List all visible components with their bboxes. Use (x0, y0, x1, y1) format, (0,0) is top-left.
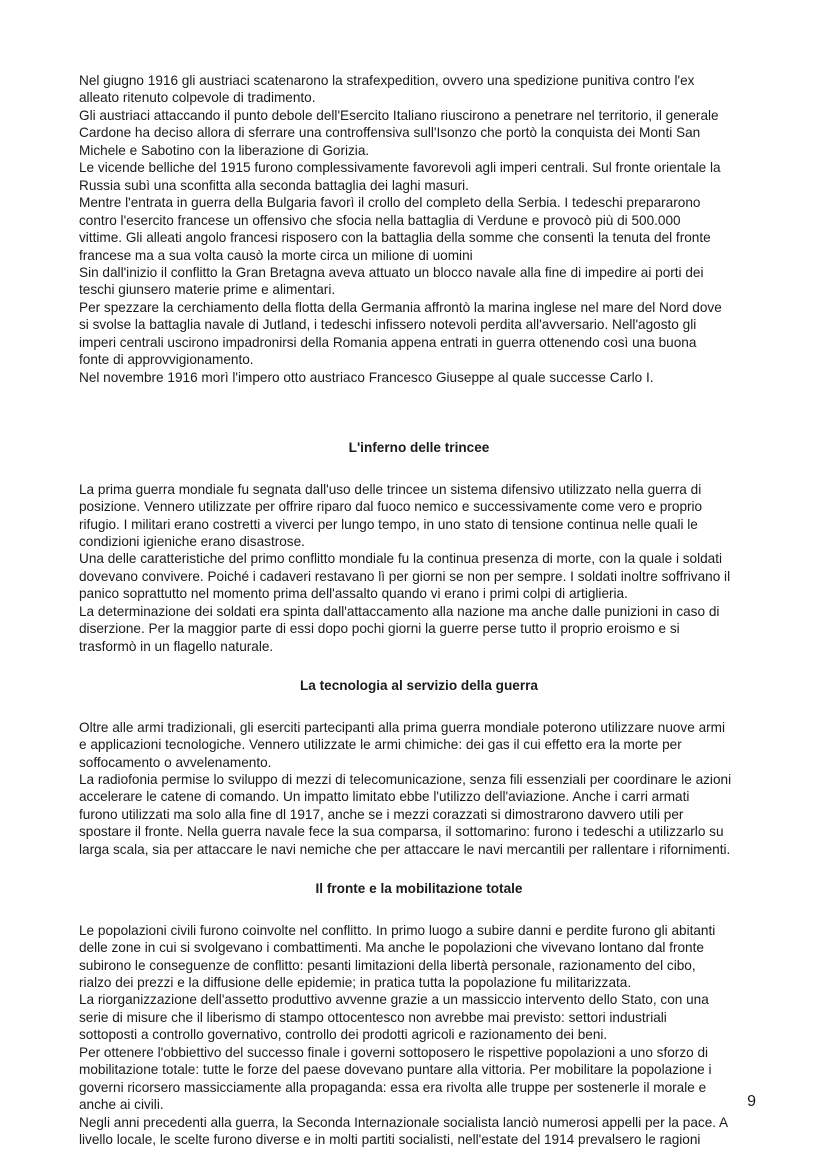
text-line: condizioni igieniche erano disastrose. (79, 533, 305, 549)
text-line: diserzione. Per la maggior parte di essi dopo pochi giorni la guerre perse tutto il proprio eroismo e si (79, 621, 680, 637)
text-line: delle zone in cui si svolgevano i combattimenti. Ma anche le popolazioni che vivevano lontano dal fronte (79, 940, 704, 956)
text-line: Negli anni precedenti alla guerra, la Seconda Internazionale socialista lanciò numerosi appelli per la pace. A (79, 1114, 729, 1130)
text-line: rialzo dei prezzi e la diffusione delle epidemie; in pratica tutta la popolazione fu militarizzata. (79, 975, 632, 991)
text-line: Michele e Sabotino con la liberazione di Gorizia. (79, 142, 370, 158)
text-line: Sin dall'inizio il conflitto la Gran Bretagna aveva attuato un blocco navale alla fine di impedire ai porti dei (79, 264, 704, 280)
text-line: Le popolazioni civili furono coinvolte nel conflitto. In primo luogo a subire danni e perdite furono gli abitanti (79, 922, 716, 938)
text-line: Gli austriaci attaccando il punto debole dell'Esercito Italiano riuscirono a penetrare nel territorio, il generale (79, 107, 719, 123)
text-line: Nel giugno 1916 gli austriaci scatenarono la strafexpedition, ovvero una spedizione punitiva contro l'ex (79, 73, 695, 88)
text-line: sottoposti a controllo governativo, controllo dei prodotti agricoli e razionamento dei beni. (79, 1027, 608, 1043)
text-line: Oltre alle armi tradizionali, gli eserciti partecipanti alla prima guerra mondiale poterono utilizzare nuove armi (79, 719, 726, 735)
text-line: La radiofonia permise lo sviluppo di mezzi di telecomunicazione, senza fili essenziali per coordinare le azioni (79, 771, 732, 787)
intro-paragraphs (79, 72, 759, 386)
text-line: alleato ritenuto colpevole di tradimento. (79, 90, 316, 106)
section-heading-trincee: L'inferno delle trincee (348, 440, 490, 456)
section-body-trincee (79, 481, 759, 656)
text-line: spostare il fronte. Nella guerra navale fece la sua comparsa, il sottomarino: furono i tedeschi a utilizzarlo su (79, 824, 724, 840)
text-line: e applicazioni tecnologiche. Vennero utilizzate le armi chimiche: dei gas il cui effetto era la morte per (79, 737, 682, 753)
text-line: Cardone ha deciso allora di sferrare una controffensiva sull'Isonzo che portò la conquista dei Monti San (79, 125, 701, 141)
text-line: governi ricorsero massicciamente alla propaganda: essa era rivolta alle truppe per sostenerle il morale e (79, 1079, 707, 1095)
text-line: rifugio. I militari erano costretti a viverci per lungo tempo, in uno stato di tensione continua nelle quali le (79, 516, 698, 532)
text-line: francese ma a sua volta causò la morte circa un milione di uomini (79, 247, 473, 263)
text-line: Russia subì una sconfitta alla seconda battaglia dei laghi masuri. (79, 177, 469, 193)
text-line: vittime. Gli alleati angolo francesi risposero con la battaglia della somme che consentì la tenuta del fronte (79, 230, 711, 246)
text-line: fonte di approvvigionamento. (79, 352, 254, 368)
text-line: La determinazione dei soldati era spinta dall'attaccamento alla nazione ma anche dalle punizioni in caso di (79, 603, 720, 619)
text-line: La prima guerra mondiale fu segnata dall'uso delle trincee un sistema difensivo utilizzato nella guerra di (79, 481, 702, 497)
text-line: teschi giunsero materie prime e alimentari. (79, 282, 336, 298)
text-line: Nel novembre 1916 morì l'impero otto austriaco Francesco Giuseppe al quale successe Carlo I. (79, 369, 654, 385)
text-line: serie di misure che il liberismo di stampo ottocentesco non avrebbe mai previsto: settori industriali (79, 1009, 667, 1025)
text-line: Per spezzare la cerchiamento della flotta della Germania affrontò la marina inglese nel mare del Nord dove (79, 299, 722, 315)
document-page (79, 72, 759, 1149)
text-line: livello locale, le scelte furono diverse e in molti partiti socialisti, nell'estate del 1914 prevalsero le ragioni (79, 1132, 701, 1148)
text-line: anche ai civili. (79, 1097, 164, 1113)
text-line: Mentre l'entrata in guerra della Bulgaria favorì il crollo del completo della Serbia. I tedeschi prepararono (79, 195, 701, 211)
text-line: si svolse la battaglia navale di Jutland, i tedeschi infissero notevoli perdita all'avversario. Nell'agosto gli (79, 317, 697, 333)
text-line: Una delle caratteristiche del primo conflitto mondiale fu la continua presenza di morte, con la quale i soldati (79, 551, 723, 567)
text-line: Le vicende belliche del 1915 furono complessivamente favorevoli agli imperi centrali. Sul fronte orientale la (79, 160, 721, 176)
text-line: posizione. Vennero utilizzate per offrire riparo dal fuoco nemico e successivamente come vero e proprio (79, 499, 703, 515)
text-line: soffocamento o avvelenamento. (79, 754, 272, 770)
text-line: trasformò in un flagello naturale. (79, 638, 274, 654)
section-body-mobilitazione (79, 922, 759, 1149)
text-line: accelerare le catene di comando. Un impatto limitato ebbe l'utilizzo dell'aviazione. Anche i carri armati (79, 789, 690, 805)
text-line: Per ottenere l'obbiettivo del successo finale i governi sottoposero le rispettive popolazioni a uno sforzo di (79, 1044, 709, 1060)
text-line: imperi centrali uscirono impadronirsi della Romania appena entrati in guerra ottenendo così una buona (79, 334, 697, 350)
text-line: panico soprattutto nel momento prima dell'assalto quando vi erano i primi colpi di artiglieria. (79, 586, 628, 602)
text-line: La riorganizzazione dell'assetto produttivo avvenne grazie a un massiccio intervento dello Stato, con una (79, 992, 709, 1008)
text-line: dovevano convivere. Poiché i cadaveri restavano lì per giorni se non per sempre. I soldati inoltre soffrivano il (79, 568, 731, 584)
text-line: larga scala, sia per attaccare le navi nemiche che per attaccare le navi mercantili per rallentare i rifornimenti. (79, 841, 731, 857)
section-heading-tecnologia: La tecnologia al servizio della guerra (300, 678, 538, 694)
section-body-tecnologia (79, 719, 759, 859)
text-line: contro l'esercito francese un offensivo che sfocia nella battaglia di Verdune e provocò più di 500.000 (79, 212, 681, 228)
page-number: 9 (747, 1093, 756, 1110)
section-heading-mobilitazione: Il fronte e la mobilitazione totale (315, 881, 523, 897)
text-line: furono utilizzati ma solo alla fine dl 1917, anche se i mezzi corazzati si dimostrarono davvero utili per (79, 806, 684, 822)
text-line: mobilitazione totale: tutte le forze del paese dovevano puntare alla vittoria. Per mobilitare la popolazione i (79, 1062, 712, 1078)
text-line: subirono le conseguenze de conflitto: pesanti limitazioni della libertà personale, razionamento del cibo, (79, 957, 696, 973)
